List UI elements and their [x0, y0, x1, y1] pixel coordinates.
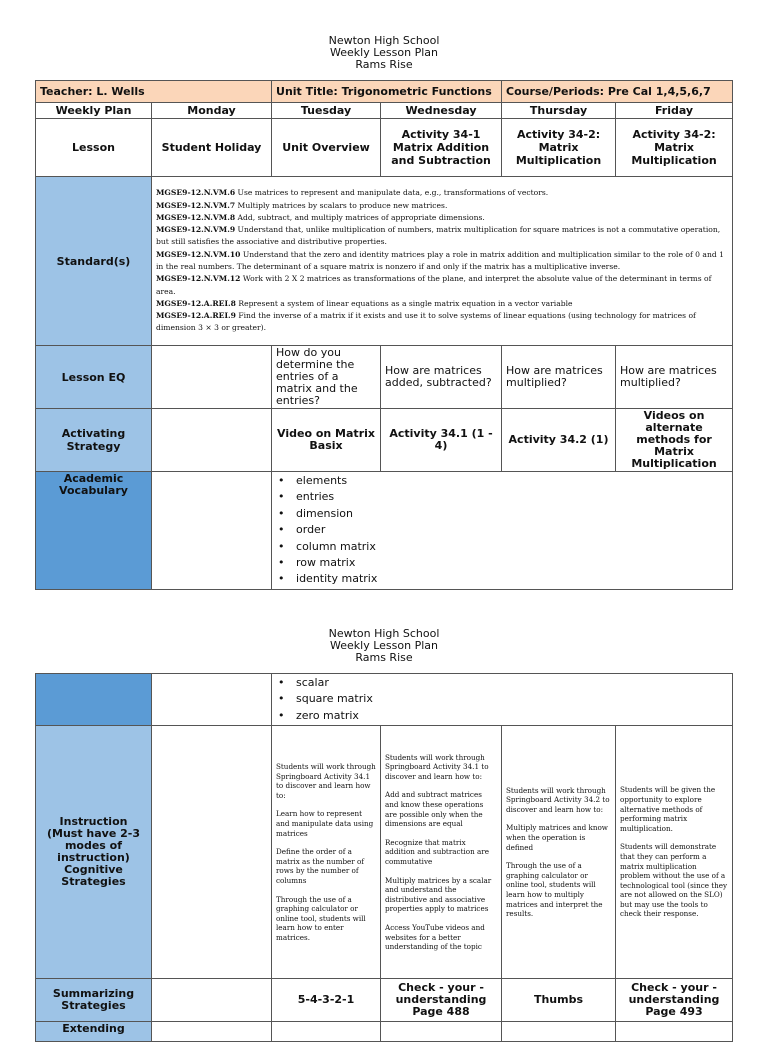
vocab-item: • entries [278, 489, 728, 505]
lesson-cell: Activity 34-1 Matrix Addition and Subtraction [381, 119, 502, 177]
day-header: Monday [152, 103, 272, 119]
activating-cell: Video on Matrix Basix [272, 409, 381, 472]
instruction-empty-cell [152, 726, 272, 979]
row-label: Instruction (Must have 2-3 modes of instruction) Cognitive Strategies [36, 726, 152, 979]
extending-cell [272, 1022, 381, 1042]
row-label: Lesson EQ [36, 346, 152, 409]
info-row [36, 81, 733, 103]
row-label: Standard(s) [36, 177, 152, 346]
instruction-text: Access YouTube videos and websites for a better understanding of the topic [385, 922, 485, 952]
vocab-item: • row matrix [278, 555, 728, 571]
vocab-cell [272, 472, 733, 590]
standard-item: MGSE9-12.N.VM.8 Add, subtract, and multiply matrices of appropriate dimensions. [156, 212, 485, 222]
day-header: Tuesday [272, 103, 381, 119]
school-motto: Rams Rise [355, 58, 413, 71]
school-motto: Rams Rise [355, 651, 413, 664]
vocab-item: • elements [278, 473, 728, 489]
instruction-text: Through the use of a graphing calculator or online tool, students will learn how to enter matrices. [276, 894, 366, 942]
instruction-text: Students will work through Springboard Activity 34.1 to discover and learn how to: [385, 752, 489, 781]
standard-item: MGSE9-12.A.REI.8 Represent a system of linear equations as a single matrix equation in a vector variable [156, 298, 573, 308]
instruction-text: Recognize that matrix addition and subtraction are commutative [385, 837, 489, 867]
course-cell: Course/Periods: Pre Cal 1,4,5,6,7 [502, 81, 733, 103]
vocab-row [36, 472, 733, 590]
activating-cell [152, 409, 272, 472]
lesson-row [36, 119, 733, 177]
vocab-item: • scalar [278, 675, 728, 691]
instruction-text: Students will work through Springboard Activity 34.2 to discover and learn how to: [506, 785, 610, 814]
vocab-item: • zero matrix [278, 708, 728, 724]
plan-title: Weekly Lesson Plan [330, 46, 438, 59]
page2-header [0, 628, 768, 664]
row-label: Lesson [36, 119, 152, 177]
day-header: Wednesday [381, 103, 502, 119]
instruction-text: Learn how to represent and manipulate data using matrices [276, 809, 374, 838]
lesson-cell: Unit Overview [272, 119, 381, 177]
row-label: Academic Vocabulary [36, 472, 152, 590]
vocab-item: • column matrix [278, 539, 728, 555]
standard-item: MGSE9-12.N.VM.10 Understand that the zero and identity matrices play a role in matrix addition and multiplication similar to the role of 0 and 1 in the real numbers. The determinant of a square matrix is nonzero if and only if the matrix has a multiplicative inverse. [156, 249, 724, 271]
activating-cell: Videos on alternate methods for Matrix Multiplication [616, 409, 733, 472]
vocab-item: • dimension [278, 506, 728, 522]
vocab-empty-cell [152, 472, 272, 590]
instruction-text: Students will demonstrate that they can perform a matrix multiplication problem without the use of a technological tool (since they are not allowed on the SLO) but may use the tools to check their response. [620, 842, 728, 919]
standard-item: MGSE9-12.N.VM.12 Work with 2 X 2 matrices as transformations of the plane, and interpret the absolute value of the determinant in terms of area. [156, 274, 712, 296]
lesson-eq-row [36, 346, 733, 409]
standard-item: MGSE9-12.N.VM.7 Multiply matrices by scalars to produce new matrices. [156, 200, 448, 210]
eq-cell: How do you determine the entries of a matrix and the entries? [272, 346, 381, 409]
activating-row [36, 409, 733, 472]
eq-cell [152, 346, 272, 409]
standard-item: MGSE9-12.A.REI.9 Find the inverse of a matrix if it exists and use it to solve systems of linear equations (using technology for matrices of dimension 3 × 3 or greater). [156, 311, 696, 333]
days-row [36, 103, 733, 119]
activating-cell: Activity 34.1 (1 - 4) [381, 409, 502, 472]
day-header: Friday [616, 103, 733, 119]
instruction-text: Define the order of a matrix as the number of rows by the number of columns [276, 847, 365, 885]
instruction-wednesday [381, 726, 502, 979]
vocab-empty-cell [152, 674, 272, 726]
instruction-tuesday [272, 726, 381, 979]
lesson-cell: Activity 34-2: Matrix Multiplication [502, 119, 616, 177]
vocab-cell [272, 674, 733, 726]
summarizing-cell: Check - your - understanding Page 493 [616, 979, 733, 1022]
day-header: Weekly Plan [36, 103, 152, 119]
lesson-plan-table-page2 [35, 673, 733, 1042]
page1-header [0, 35, 768, 71]
row-label: Activating Strategy [36, 409, 152, 472]
extending-cell [616, 1022, 733, 1042]
instruction-text: Multiply matrices by a scalar and understand the distributive and associative properties apply to matrices [385, 875, 492, 914]
standards-row [36, 177, 733, 346]
vocab-list [276, 473, 728, 588]
eq-cell: How are matrices added, subtracted? [381, 346, 502, 409]
teacher-cell: Teacher: L. Wells [36, 81, 272, 103]
instruction-row [36, 726, 733, 979]
instruction-text: Students will be given the opportunity to explore alternative methods of performing matrix multiplication. [620, 785, 716, 833]
vocab-item: • order [278, 522, 728, 538]
standards-list [152, 177, 733, 346]
instruction-friday [616, 726, 733, 979]
plan-title: Weekly Lesson Plan [330, 639, 438, 652]
standard-item: MGSE9-12.N.VM.6 Use matrices to represent and manipulate data, e.g., transformations of vectors. [156, 188, 549, 198]
extending-cell [381, 1022, 502, 1042]
day-header: Thursday [502, 103, 616, 119]
extending-cell [152, 1022, 272, 1042]
eq-cell: How are matrices multiplied? [502, 346, 616, 409]
eq-cell: How are matrices multiplied? [616, 346, 733, 409]
summarizing-cell [152, 979, 272, 1022]
lesson-cell: Student Holiday [152, 119, 272, 177]
instruction-text: Add and subtract matrices and know these operations are possible only when the dimensions are equal [385, 790, 484, 829]
row-label: Summarizing Strategies [36, 979, 152, 1022]
extending-row [36, 1022, 733, 1042]
activating-cell: Activity 34.2 (1) [502, 409, 616, 472]
summarizing-cell: Thumbs [502, 979, 616, 1022]
summarizing-cell: Check - your - understanding Page 488 [381, 979, 502, 1022]
instruction-thursday [502, 726, 616, 979]
lesson-cell: Activity 34-2: Matrix Multiplication [616, 119, 733, 177]
school-name: Newton High School [328, 627, 440, 640]
summarizing-cell: 5-4-3-2-1 [272, 979, 381, 1022]
vocab-row-continued [36, 674, 733, 726]
row-label: Extending [36, 1022, 152, 1042]
summarizing-row [36, 979, 733, 1022]
row-label-empty [36, 674, 152, 726]
unit-title-cell: Unit Title: Trigonometric Functions [272, 81, 502, 103]
instruction-text: Students will work through Springboard Activity 34.1 to discover and learn how to: [276, 761, 376, 800]
lesson-plan-table-page1 [35, 80, 733, 590]
vocab-list [276, 675, 728, 724]
extending-cell [502, 1022, 616, 1042]
instruction-text: Multiply matrices and know when the operation is defined [506, 823, 608, 852]
vocab-item: • square matrix [278, 691, 728, 707]
standard-item: MGSE9-12.N.VM.9 Understand that, unlike multiplication of numbers, matrix multiplication for square matrices is not a commutative operation, but still satisfies the associative and distributive properties. [156, 225, 721, 247]
instruction-text: Through the use of a graphing calculator or online tool, students will learn how to multiply matrices and interpret the results. [506, 861, 603, 919]
vocab-item: • identity matrix [278, 571, 728, 587]
school-name: Newton High School [328, 34, 440, 47]
